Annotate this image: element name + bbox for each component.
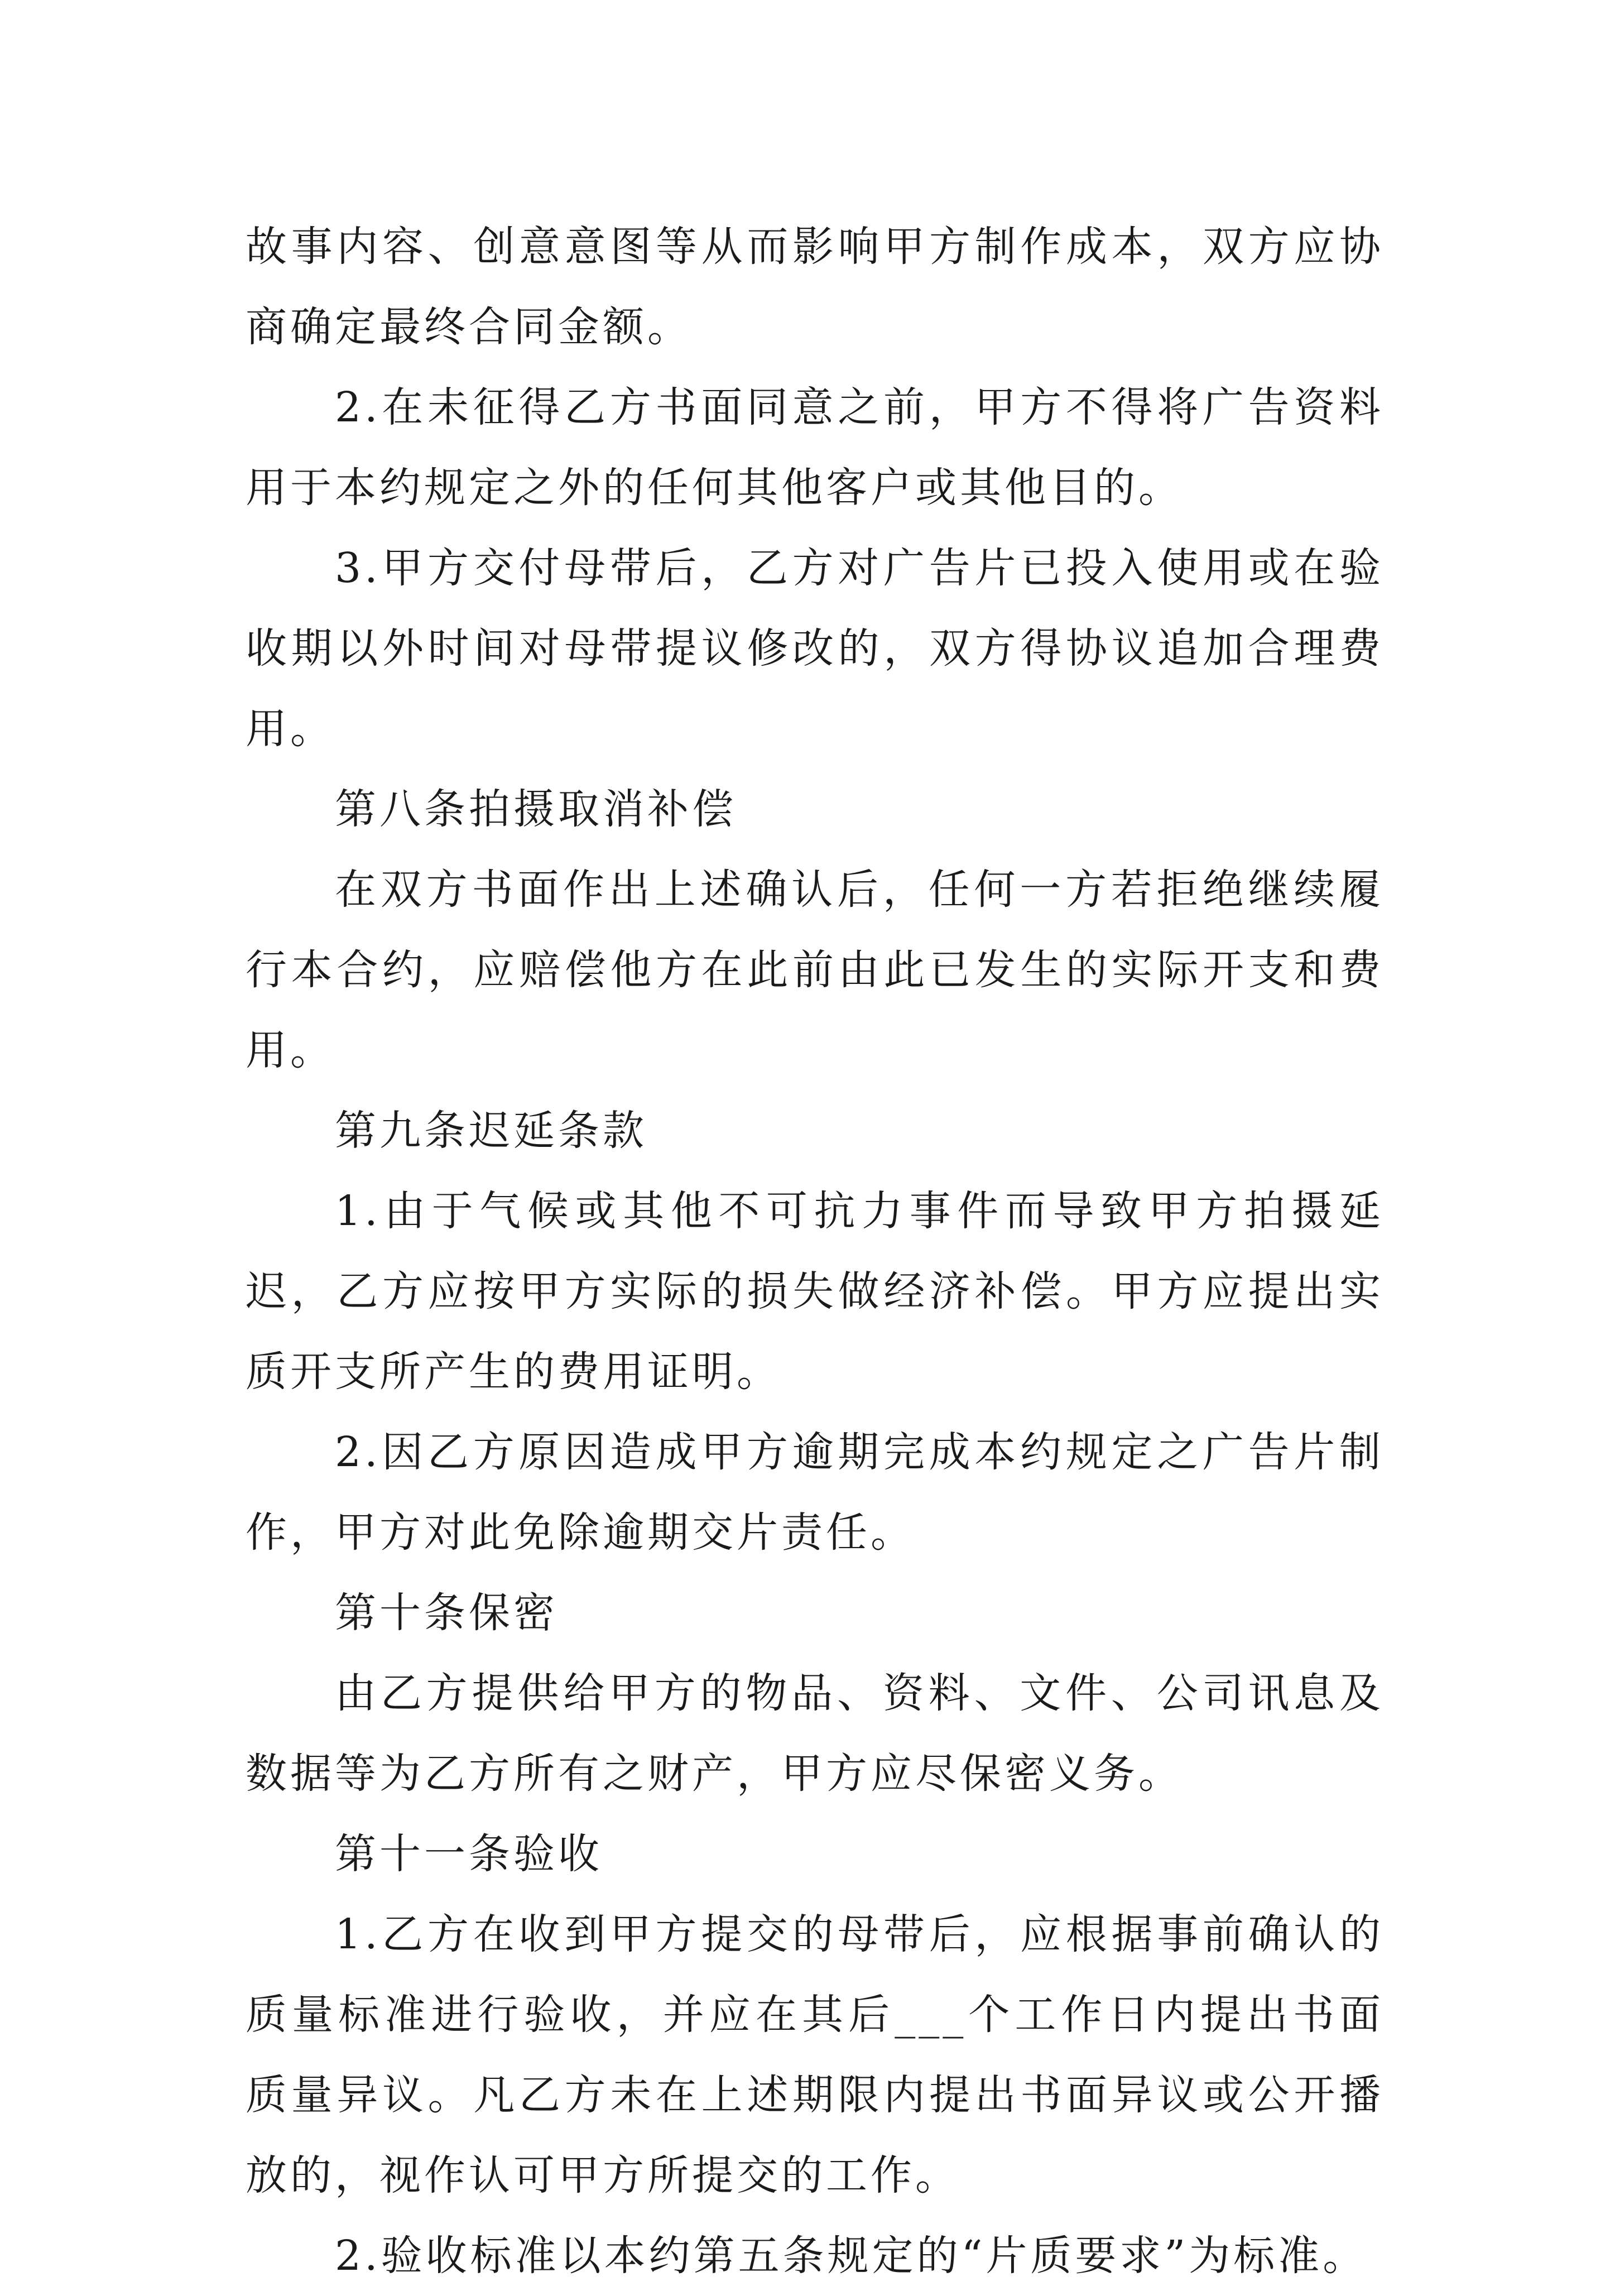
paragraph-acceptance-procedure: 1.乙方在收到甲方提交的母带后，应根据事前确认的质量标准进行验收，并应在其后___个工作日内提出书面质量异议。凡乙方未在上述期限内提出书面异议或公开播放的，视作认可甲方所提交的工作。 (246, 1910, 1384, 2199)
paragraph-clause-2-ad-materials: 2.在未征得乙方书面同意之前，甲方不得将广告资料用于本约规定之外的任何其他客户或其他目的。 (246, 383, 1384, 512)
paragraph-delay-force-majeure: 1.由于气候或其他不可抗力事件而导致甲方拍摄延迟，乙方应按甲方实际的损失做经济补偿。甲方应提出实质开支所产生的费用证明。 (246, 1187, 1384, 1396)
heading-article-11: 第十一条验收 (335, 1830, 603, 1878)
heading-article-8: 第八条拍摄取消补偿 (335, 785, 737, 833)
heading-article-10: 第十条保密 (335, 1589, 558, 1637)
paragraph-confidentiality: 由乙方提供给甲方的物品、资料、文件、公司讯息及数据等为乙方所有之财产，甲方应尽保密义务。 (246, 1669, 1384, 1798)
paragraph-contract-amount: 故事内容、创意意图等从而影响甲方制作成本，双方应协商确定最终合同金额。 (246, 223, 1384, 351)
document-body (246, 206, 1384, 2296)
paragraph-clause-3-master-tape: 3.甲方交付母带后，乙方对广告片已投入使用或在验收期以外时间对母带提议修改的，双方得协议追加合理费用。 (246, 544, 1384, 753)
heading-article-9: 第九条迟延条款 (335, 1107, 647, 1155)
paragraph-delay-party-b: 2.因乙方原因造成甲方逾期完成本约规定之广告片制作，甲方对此免除逾期交片责任。 (246, 1428, 1384, 1557)
paragraph-cancellation-compensation: 在双方书面作出上述确认后，任何一方若拒绝继续履行本合约，应赔偿他方在此前由此已发生的实际开支和费用。 (246, 866, 1384, 1074)
paragraph-acceptance-standard: 2.验收标准以本约第五条规定的“片质要求”为标准。 (335, 2232, 1368, 2280)
